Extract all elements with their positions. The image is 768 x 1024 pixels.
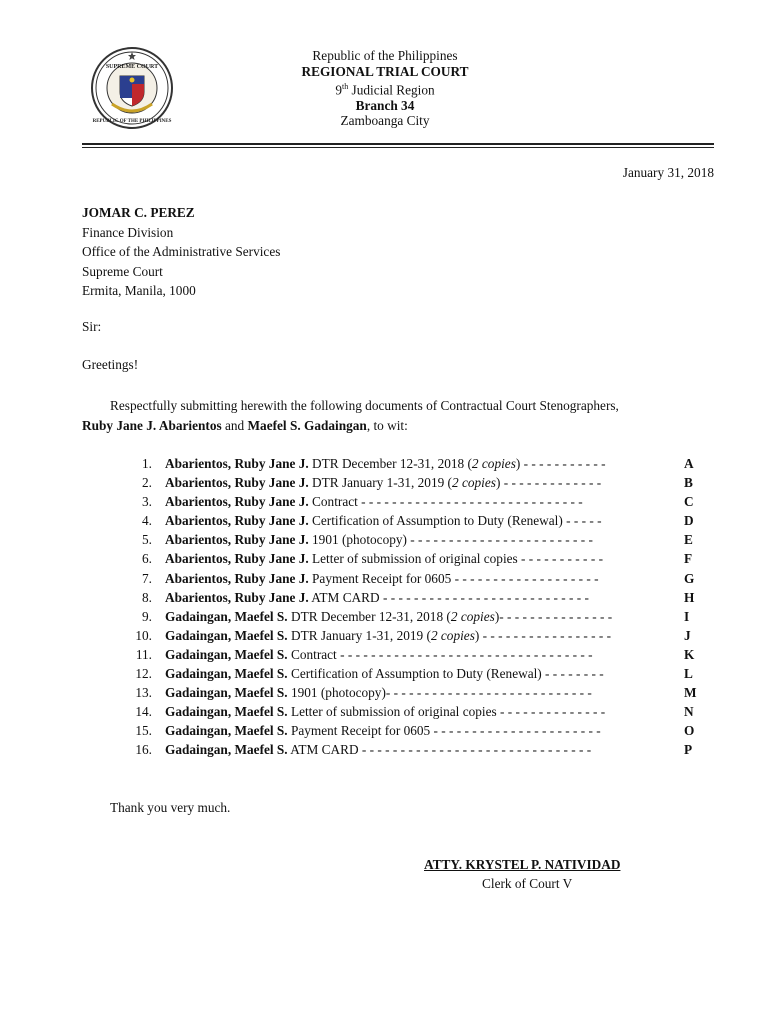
item-description [165,492,684,511]
closing-line: Thank you very much. [110,800,231,815]
item-employee-name: Abarientos, Ruby Jane J. [165,513,309,529]
item-number: 11. [135,646,152,662]
item-document: Letter of submission of original copies - - - - - - - - - - - [308,551,603,567]
item-copies: 2 copies [430,627,475,643]
intro-paragraph [82,396,714,435]
item-number: 16. [135,742,152,758]
document-list-item [128,473,700,492]
item-document: 1901 (photocopy)- - - - - - - - - - - - - - - - - - - - - - - - - - - [287,685,592,701]
item-number: 6. [142,551,152,567]
letter-date: January 31, 2018 [622,165,714,180]
item-number: 14. [135,704,152,720]
item-number: 10. [135,627,152,643]
item-number: 4. [142,513,152,529]
item-document: Payment Receipt for 0605 - - - - - - - - - - - - - - - - - - - - - - [287,723,601,739]
item-description [165,607,684,626]
addressee-line: Supreme Court [82,263,163,279]
document-list-item [128,569,700,588]
document-list-item [128,721,700,740]
item-annex-letter: B [684,475,693,491]
item-annex-letter: P [684,742,693,758]
item-annex-letter: O [684,723,695,739]
document-list-item [128,702,700,721]
document-list-item [128,549,700,568]
addressee-name: JOMAR C. PEREZ [82,205,195,220]
item-employee-name: Gadaingan, Maefel S. [165,704,288,720]
item-description [165,683,684,702]
addressee-line: Office of the Administrative Services [82,244,281,259]
item-copies: 2 copies [450,608,495,624]
item-annex-letter: A [684,456,694,471]
svg-text:SUPREME COURT: SUPREME COURT [105,64,159,70]
svg-text:REPUBLIC OF THE PHILIPPINES: REPUBLIC OF THE PHILIPPINES [92,119,172,124]
item-description [165,721,684,740]
item-description [165,645,684,664]
item-document: ATM CARD - - - - - - - - - - - - - - - - - - - - - - - - - - - - - - [287,742,592,758]
item-employee-name: Abarientos, Ruby Jane J. [165,494,309,510]
item-document: Certification of Assumption to Duty (Renewal) - - - - - [308,513,602,529]
greeting: Greetings! [82,357,139,372]
document-list-item [128,664,700,683]
document-list-item [128,683,700,702]
item-document: Payment Receipt for 0605 - - - - - - - - - - - - - - - - - - - [308,570,599,586]
item-description [165,454,684,473]
item-annex-letter: M [684,685,697,701]
item-description [165,664,684,683]
item-number: 8. [142,589,152,605]
document-list-item [128,607,700,626]
item-document: Letter of submission of original copies - - - - - - - - - - - - - - [287,704,606,720]
item-document: DTR January 1-31, 2019 ( [287,627,431,643]
document-list [128,454,700,760]
item-annex-letter: K [684,646,695,662]
salutation: Sir: [82,319,102,334]
item-leader: ) - - - - - - - - - - - [515,456,606,471]
item-employee-name: Abarientos, Ruby Jane J. [165,456,309,471]
item-annex-letter: L [684,666,693,682]
item-employee-name: Abarientos, Ruby Jane J. [165,570,309,586]
city-line: Zamboanga City [340,113,430,129]
item-document: Contract - - - - - - - - - - - - - - - - - - - - - - - - - - - - - - - - - [287,646,593,662]
item-copies: 2 copies [471,456,516,471]
item-number: 7. [142,570,152,586]
item-employee-name: Gadaingan, Maefel S. [165,723,288,739]
document-list-item [128,645,700,664]
document-list-item [128,530,700,549]
item-number: 3. [142,494,152,510]
signatory-title: Clerk of Court V [482,876,573,891]
item-employee-name: Gadaingan, Maefel S. [165,685,288,701]
item-number: 1. [142,456,152,471]
header-rule-thick [82,143,714,145]
supreme-court-seal [90,46,174,130]
item-document: DTR December 12-31, 2018 ( [287,608,451,624]
item-employee-name: Abarientos, Ruby Jane J. [165,551,309,567]
item-annex-letter: I [684,608,690,624]
court-line: REGIONAL TRIAL COURT [301,63,469,79]
item-description [165,530,684,549]
letterhead [270,48,500,129]
item-copies: 2 copies [452,475,496,491]
addressee-block [82,203,280,301]
item-description [165,702,684,721]
item-document: Certification of Assumption to Duty (Renewal) - - - - - - - - [287,666,604,682]
document-list-item [128,740,700,759]
item-leader: ) - - - - - - - - - - - - - - - - - [474,627,612,643]
item-employee-name: Abarientos, Ruby Jane J. [165,532,309,548]
item-number: 9. [142,608,152,624]
addressee-line: Ermita, Manila, 1000 [82,283,196,298]
item-description [165,569,684,588]
item-document: DTR December 12-31, 2018 ( [308,456,472,471]
item-leader: ) - - - - - - - - - - - - - [495,475,602,491]
item-leader: )- - - - - - - - - - - - - - - [494,608,613,624]
item-employee-name: Abarientos, Ruby Jane J. [165,475,309,491]
item-annex-letter: J [684,627,691,643]
item-annex-letter: D [684,513,694,529]
intro-text: Respectfully submitting herewith the following documents of Contractual Court Stenographers, [110,398,619,413]
item-number: 2. [142,475,152,491]
item-description [165,588,684,607]
item-employee-name: Gadaingan, Maefel S. [165,742,288,758]
item-annex-letter: F [684,551,693,567]
item-annex-letter: G [684,570,695,586]
addressee-line: Finance Division [82,224,174,240]
item-annex-letter: C [684,494,694,510]
document-list-item [128,492,700,511]
item-description [165,549,684,568]
item-employee-name: Abarientos, Ruby Jane J. [165,589,309,605]
item-document: 1901 (photocopy) - - - - - - - - - - - - - - - - - - - - - - - - [308,532,593,548]
branch-line: Branch 34 [355,97,415,113]
document-list-item [128,511,700,530]
signatory-name: ATTY. KRYSTEL P. NATIVIDAD [424,857,621,872]
item-number: 12. [135,666,152,682]
region-line: 9th Judicial Region [335,82,435,98]
republic-line: Republic of the Philippines [312,48,458,63]
item-employee-name: Gadaingan, Maefel S. [165,666,288,682]
document-list-item [128,588,700,607]
item-description [165,473,684,492]
item-employee-name: Gadaingan, Maefel S. [165,646,288,662]
document-list-item [128,454,700,473]
item-document: ATM CARD - - - - - - - - - - - - - - - - - - - - - - - - - - - [308,589,589,605]
item-annex-letter: H [684,589,695,605]
item-description [165,626,684,645]
item-description [165,740,684,759]
item-number: 15. [135,723,152,739]
item-document: Contract - - - - - - - - - - - - - - - - - - - - - - - - - - - - - [308,494,583,510]
item-annex-letter: E [684,532,693,548]
header-rule-thin [82,147,714,148]
item-number: 5. [142,532,152,548]
intro-names: Ruby Jane J. Abarientos and Maefel S. Gadaingan, to wit: [82,417,408,433]
item-employee-name: Gadaingan, Maefel S. [165,627,288,643]
item-number: 13. [135,685,152,701]
item-annex-letter: N [684,704,694,720]
item-document: DTR January 1-31, 2019 ( [308,475,452,491]
item-employee-name: Gadaingan, Maefel S. [165,608,288,624]
document-list-item [128,626,700,645]
item-description [165,511,684,530]
